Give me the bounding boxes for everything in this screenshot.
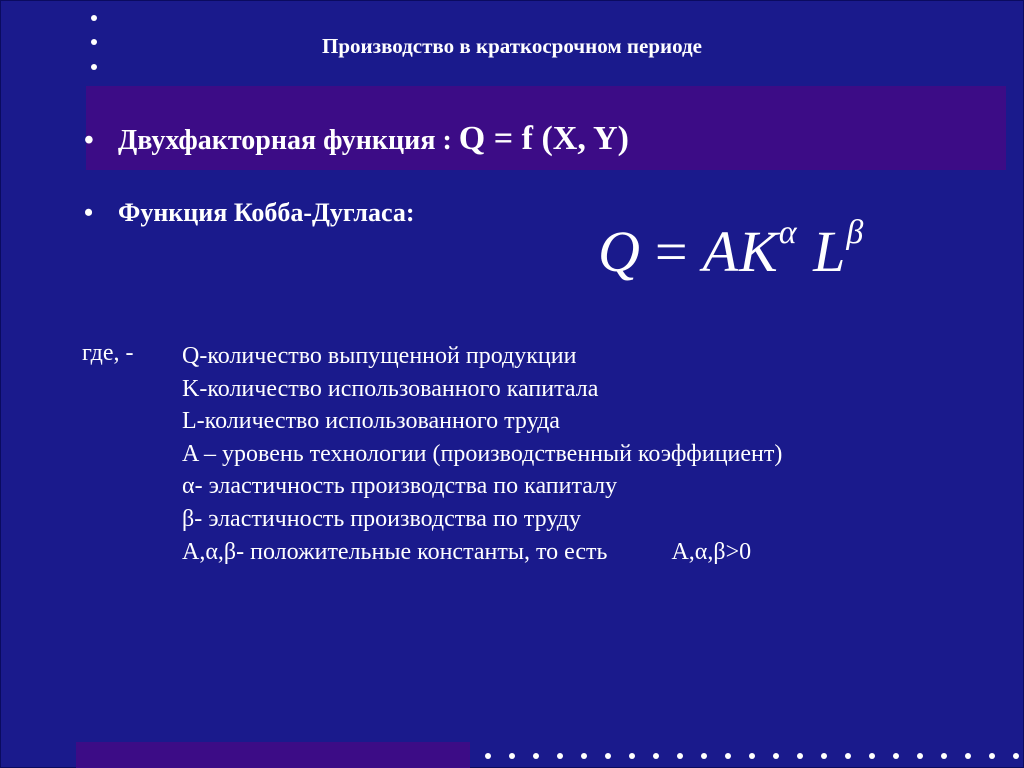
bullet-two-factor (84, 120, 629, 158)
decor-dot (629, 753, 635, 759)
cobb-douglas-formula (598, 214, 865, 285)
decor-dot (509, 753, 515, 759)
definition-item: β- эластичность производства по труду (182, 505, 581, 532)
decor-dot (653, 753, 659, 759)
decor-dot (989, 753, 995, 759)
formula-l: L (813, 219, 847, 284)
decor-dot (845, 753, 851, 759)
decor-dot (533, 753, 539, 759)
decor-dot (725, 753, 731, 759)
decor-dot (701, 753, 707, 759)
decor-dot (821, 753, 827, 759)
decor-dot (677, 753, 683, 759)
decor-dot (485, 753, 491, 759)
formula-k: K (739, 219, 779, 284)
definition-item: K-количество использованного капитала (182, 375, 599, 402)
decor-dot (581, 753, 587, 759)
slide-title: Производство в краткосрочном периоде (322, 34, 702, 58)
decor-dot (605, 753, 611, 759)
constraint-text: A,α,β>0 (671, 538, 752, 565)
decor-dot (749, 753, 755, 759)
formula-beta: β (846, 214, 865, 251)
definition-item: A – уровень технологии (производственный коэффициент) (182, 440, 783, 467)
decor-dot (557, 753, 563, 759)
bullet-label: Двухфакторная функция : (118, 125, 459, 156)
decor-dot (91, 64, 97, 70)
bullet-label: Функция Кобба-Дугласа: (118, 198, 415, 227)
decor-dot (965, 753, 971, 759)
bullet-equation: Q = f (X, Y) (458, 120, 629, 157)
decor-dot (773, 753, 779, 759)
decor-dot (91, 15, 97, 21)
formula-q: Q (598, 219, 641, 284)
formula-a: A (702, 219, 740, 284)
definition-item: Q-количество выпущенной продукции (182, 343, 577, 369)
definition-item (182, 536, 782, 569)
definition-item: L-количество использованного труда (182, 408, 560, 435)
where-label: где, - (82, 340, 134, 366)
footer-bar (76, 742, 470, 768)
decor-dot (941, 753, 947, 759)
decor-dot (893, 753, 899, 759)
decor-dot (797, 753, 803, 759)
formula-equals: = (654, 219, 689, 284)
definition-text: A,α,β- положительные константы, то есть (182, 538, 608, 565)
bullet-mark: • (84, 125, 94, 156)
decor-dot (1013, 753, 1019, 759)
definition-item: α- эластичность производства по капиталу (182, 473, 618, 500)
decor-dot (869, 753, 875, 759)
definitions-list (182, 340, 782, 568)
formula-alpha: α (778, 214, 798, 251)
decor-dot (917, 753, 923, 759)
bullet-mark: • (84, 198, 94, 227)
bullet-cobb-douglas (84, 198, 415, 228)
